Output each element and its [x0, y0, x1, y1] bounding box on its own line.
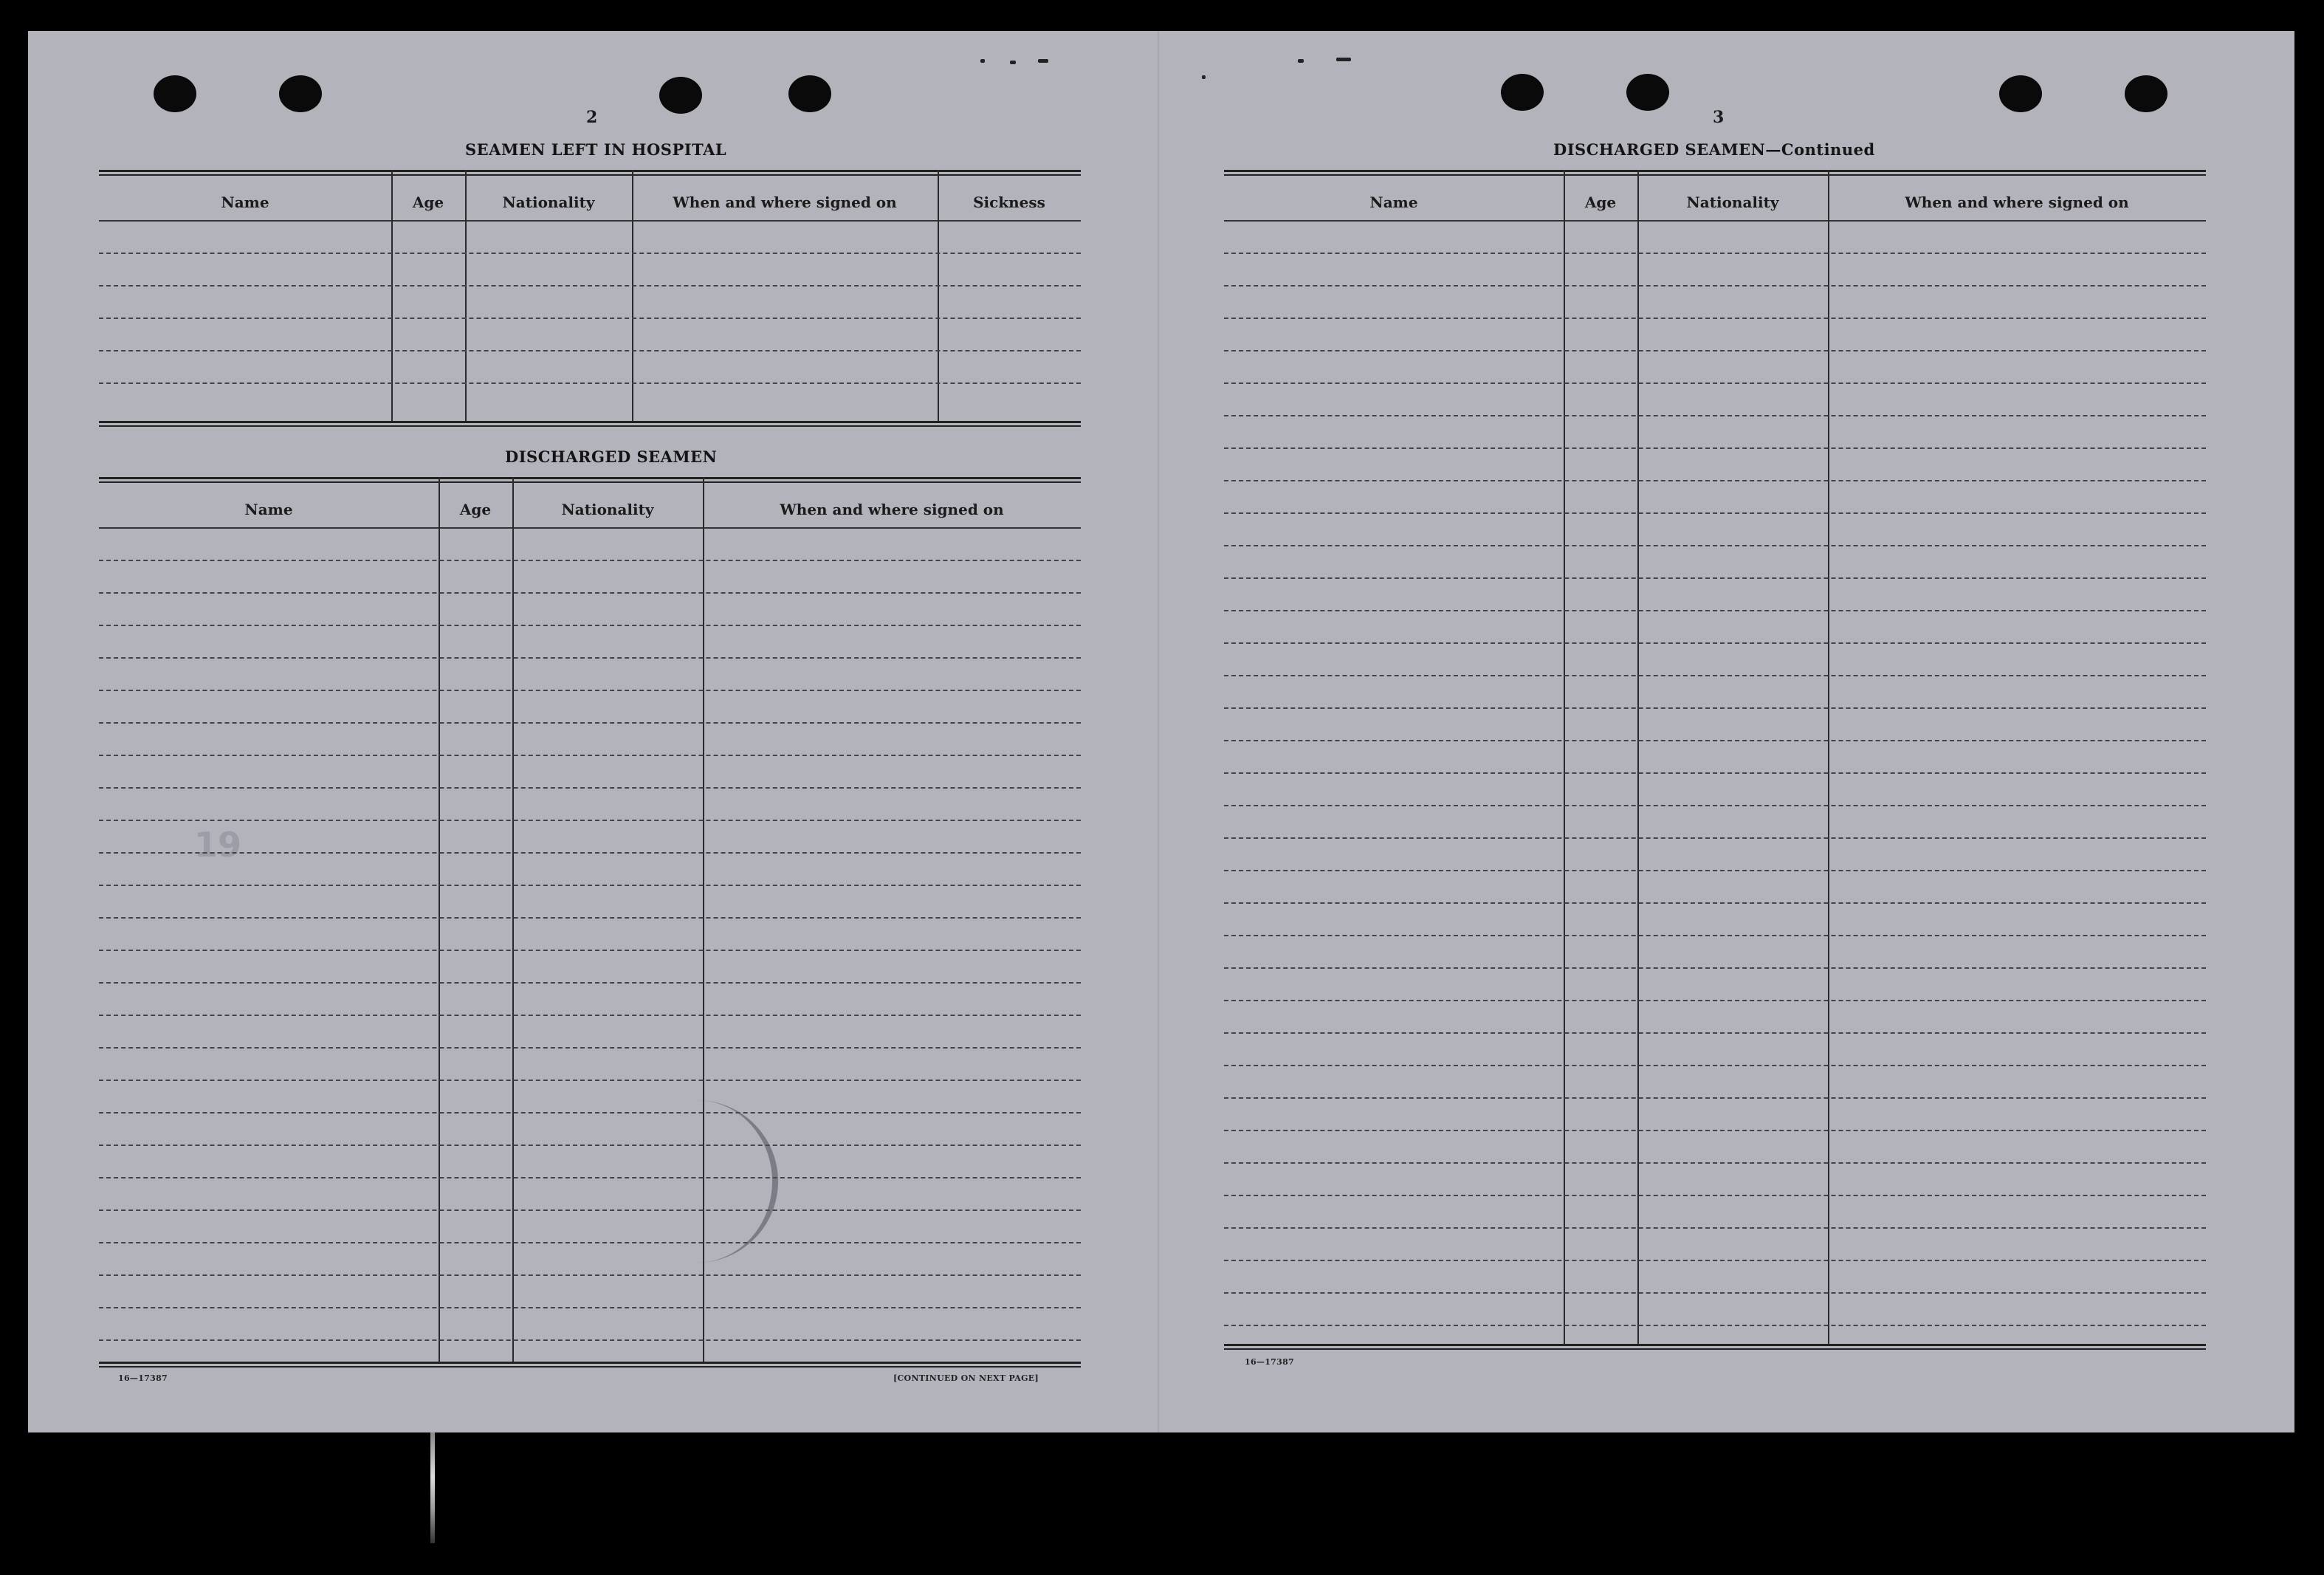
table-row [99, 1047, 1081, 1049]
table-row [1224, 415, 2206, 416]
table-row [1224, 1097, 2206, 1099]
table-row [99, 625, 1081, 626]
table-top-rule [1224, 170, 2206, 176]
table-row [99, 1080, 1081, 1081]
scan-edge-strip [430, 1432, 435, 1543]
table-row [99, 755, 1081, 756]
table-row [1224, 545, 2206, 546]
table-row [1224, 1130, 2206, 1131]
discharged-table [99, 477, 1081, 1400]
ink-speck [980, 59, 985, 63]
table-row [1224, 285, 2206, 286]
table-row [99, 1112, 1081, 1114]
form-number-left: 16—17387 [118, 1373, 168, 1383]
table-row [99, 285, 1081, 286]
column-header-sickness: Sickness [973, 193, 1045, 211]
table-top-rule [99, 170, 1081, 176]
table-row [1224, 1260, 2206, 1261]
column-header-name: Name [221, 193, 269, 211]
table-row [99, 820, 1081, 821]
section-title-discharged-continued [1553, 140, 1875, 159]
table-row [1224, 1325, 2206, 1326]
ink-speck [1010, 61, 1016, 64]
table-row [99, 1177, 1081, 1178]
column-divider [439, 477, 440, 1362]
table-row [99, 592, 1081, 594]
table-row [99, 1015, 1081, 1016]
punch-hole [2125, 75, 2167, 112]
section-title-main: DISCHARGED SEAMEN [1553, 140, 1766, 159]
table-top-rule [99, 477, 1081, 483]
header-rule [1224, 220, 2206, 222]
table-row [99, 318, 1081, 319]
table-row [1224, 967, 2206, 969]
table-row [99, 885, 1081, 886]
column-header-signed-on: When and where signed on [1905, 193, 2129, 211]
column-header-age: Age [1584, 193, 1617, 211]
table-row [1224, 675, 2206, 676]
table-row [99, 382, 1081, 384]
table-row [1224, 870, 2206, 871]
column-header-nationality: Nationality [502, 193, 595, 211]
table-row [1224, 318, 2206, 319]
column-divider [512, 477, 514, 1362]
page-number-left: 2 [586, 108, 598, 127]
table-row [99, 560, 1081, 561]
punch-hole [279, 75, 322, 112]
table-row [1224, 772, 2206, 774]
table-row [1224, 642, 2206, 644]
table-row [99, 1274, 1081, 1276]
punch-hole [788, 75, 831, 112]
table-row [1224, 935, 2206, 936]
table-row [1224, 1032, 2206, 1034]
table-row [99, 350, 1081, 351]
table-row [99, 1209, 1081, 1211]
document-sheet [28, 31, 2294, 1432]
column-header-age: Age [412, 193, 444, 211]
column-header-signed-on: When and where signed on [780, 501, 1004, 518]
table-row [1224, 707, 2206, 709]
ink-speck [1202, 75, 1206, 79]
table-row [1224, 1000, 2206, 1001]
table-row [1224, 902, 2206, 904]
ink-speck [1038, 59, 1048, 63]
section-title-suffix: —Continued [1765, 140, 1875, 159]
column-divider [1564, 170, 1565, 1344]
hospital-table [99, 170, 1081, 434]
table-row [1224, 512, 2206, 514]
column-header-name: Name [244, 501, 293, 518]
table-bottom-rule [99, 421, 1081, 427]
table-row [99, 1242, 1081, 1243]
table-row [1224, 1162, 2206, 1164]
table-row [1224, 447, 2206, 449]
table-row [99, 1339, 1081, 1341]
table-row [1224, 1292, 2206, 1294]
column-header-signed-on: When and where signed on [673, 193, 897, 211]
table-row [99, 1307, 1081, 1308]
table-row [1224, 1227, 2206, 1229]
ink-speck [1336, 58, 1351, 61]
punch-hole [1626, 74, 1669, 111]
continued-note: [CONTINUED ON NEXT PAGE] [893, 1373, 1039, 1383]
punch-hole [1999, 75, 2042, 112]
table-row [1224, 1065, 2206, 1066]
bleed-through-mark: 19 [194, 825, 242, 865]
table-row [1224, 1195, 2206, 1196]
form-number-right: 16—17387 [1245, 1357, 1294, 1367]
punch-hole [659, 77, 702, 114]
table-row [99, 787, 1081, 789]
table-bottom-rule [99, 1362, 1081, 1368]
table-row [99, 690, 1081, 691]
column-header-age: Age [459, 501, 492, 518]
column-divider [1637, 170, 1639, 1344]
page-number-right: 3 [1713, 108, 1725, 127]
column-header-nationality: Nationality [561, 501, 654, 518]
header-rule [99, 527, 1081, 529]
punch-hole [1501, 74, 1544, 111]
table-row [99, 852, 1081, 854]
column-header-name: Name [1369, 193, 1418, 211]
table-row [1224, 382, 2206, 384]
table-row [99, 917, 1081, 919]
table-row [99, 950, 1081, 951]
table-row [1224, 740, 2206, 741]
section-title-discharged: DISCHARGED SEAMEN [505, 447, 718, 466]
table-row [1224, 805, 2206, 806]
section-title-hospital: SEAMEN LEFT IN HOSPITAL [465, 140, 727, 159]
table-row [99, 253, 1081, 254]
column-divider [1828, 170, 1829, 1344]
table-row [99, 657, 1081, 659]
center-fold [1158, 31, 1159, 1432]
table-row [1224, 610, 2206, 611]
ink-speck [1298, 59, 1304, 63]
table-row [99, 982, 1081, 984]
table-bottom-rule [1224, 1344, 2206, 1350]
table-row [99, 1145, 1081, 1146]
table-row [1224, 837, 2206, 839]
punch-hole [154, 75, 196, 112]
header-rule [99, 220, 1081, 222]
table-row [1224, 577, 2206, 579]
discharged-continued-table [1224, 170, 2206, 1396]
table-row [1224, 480, 2206, 481]
table-row [1224, 350, 2206, 351]
column-header-nationality: Nationality [1686, 193, 1779, 211]
table-row [99, 722, 1081, 724]
table-row [1224, 253, 2206, 254]
